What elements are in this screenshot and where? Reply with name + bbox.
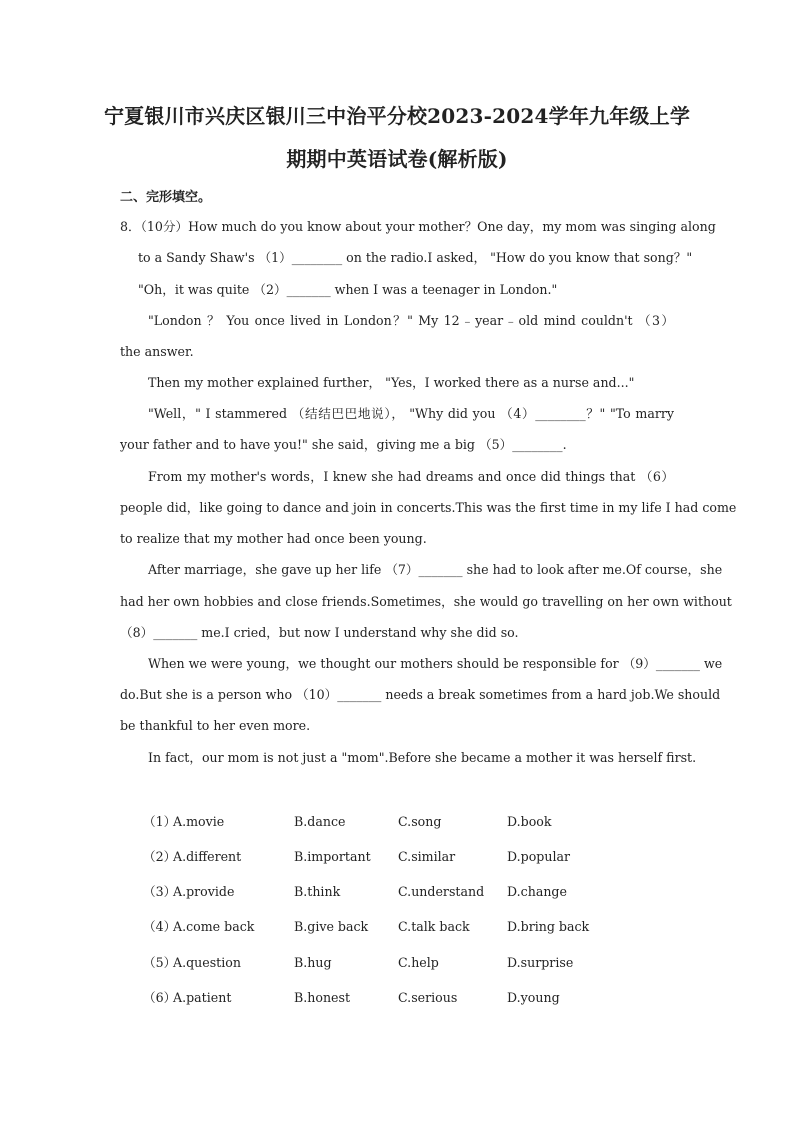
option-d: D.book xyxy=(507,814,552,829)
option-a: A.different xyxy=(173,849,242,864)
passage-line: 8．（10分）How much do you know about your mother？One day，my mom was singing along xyxy=(120,219,716,234)
option-b: B.dance xyxy=(294,814,346,829)
option-number: （5） xyxy=(143,955,177,970)
option-d: D.bring back xyxy=(507,919,590,934)
option-a: A.movie xyxy=(173,814,225,829)
option-number: （2） xyxy=(143,849,177,864)
passage-line: be thankful to her even more. xyxy=(120,718,311,733)
option-c: C.serious xyxy=(398,990,458,1005)
option-c: C.understand xyxy=(398,884,485,899)
passage-line: people did，like going to dance and join in concerts.This was the first time in my life I had come xyxy=(120,500,737,515)
passage-line: "Oh，it was quite （2）_______ when I was a teenager in London." xyxy=(138,282,558,297)
option-d: D.surprise xyxy=(507,955,574,970)
option-c: C.talk back xyxy=(398,919,470,934)
passage-line: From my mother's words，I knew she had dreams and once did things that （6） xyxy=(148,469,674,484)
passage-line: When we were young，we thought our mothers should be responsible for （9）_______ we xyxy=(148,656,723,671)
option-b: B.honest xyxy=(294,990,351,1005)
option-number: （1） xyxy=(143,814,177,829)
option-a: A.come back xyxy=(173,919,255,934)
option-number: （3） xyxy=(143,884,177,899)
option-c: C.help xyxy=(398,955,439,970)
page-title-line-2: 期期中英语试卷(解析版) xyxy=(286,147,508,171)
option-b: B.give back xyxy=(294,919,369,934)
option-a: A.patient xyxy=(173,990,232,1005)
passage-line: （8）_______ me.I cried，but now I understand why she did so. xyxy=(120,625,519,640)
passage-line: Then my mother explained further， "Yes，I worked there as a nurse and..." xyxy=(148,375,635,390)
option-c: C.song xyxy=(398,814,442,829)
passage-line: In fact，our mom is not just a "mom".Before she became a mother it was herself first. xyxy=(148,750,697,765)
page-title-line-1: 宁夏银川市兴庆区银川三中治平分校2023-2024学年九年级上学 xyxy=(103,104,691,128)
passage-line: the answer. xyxy=(120,344,194,359)
passage-line: "Well，" I stammered （结结巴巴地说）， "Why did you （4）________？" "To marry xyxy=(148,406,674,421)
passage-line: to a Sandy Shaw's （1）________ on the radio.I asked， "How do you know that song？" xyxy=(138,250,693,265)
option-d: D.popular xyxy=(507,849,571,864)
option-c: C.similar xyxy=(398,849,456,864)
option-a: A.question xyxy=(173,955,241,970)
passage-line: to realize that my mother had once been young. xyxy=(120,531,427,546)
option-number: （6） xyxy=(143,990,177,1005)
option-b: B.think xyxy=(294,884,341,899)
passage-line: "London ？ You once lived in London？" My 12﹣year﹣old mind couldn't （3） xyxy=(148,313,674,328)
option-a: A.provide xyxy=(173,884,235,899)
passage-line: After marriage，she gave up her life （7）_______ she had to look after me.Of course，she xyxy=(148,562,723,577)
section-heading: 二、完形填空。 xyxy=(120,190,212,205)
passage-line: your father and to have you!" she said，giving me a big （5）________. xyxy=(120,437,567,452)
option-d: D.young xyxy=(507,990,560,1005)
passage-line: do.But she is a person who （10）_______ needs a break sometimes from a hard job.We should xyxy=(120,687,721,702)
option-b: B.important xyxy=(294,849,371,864)
passage-line: had her own hobbies and close friends.Sometimes，she would go travelling on her own without xyxy=(120,594,732,609)
option-number: （4） xyxy=(143,919,177,934)
option-d: D.change xyxy=(507,884,567,899)
option-b: B.hug xyxy=(294,955,332,970)
